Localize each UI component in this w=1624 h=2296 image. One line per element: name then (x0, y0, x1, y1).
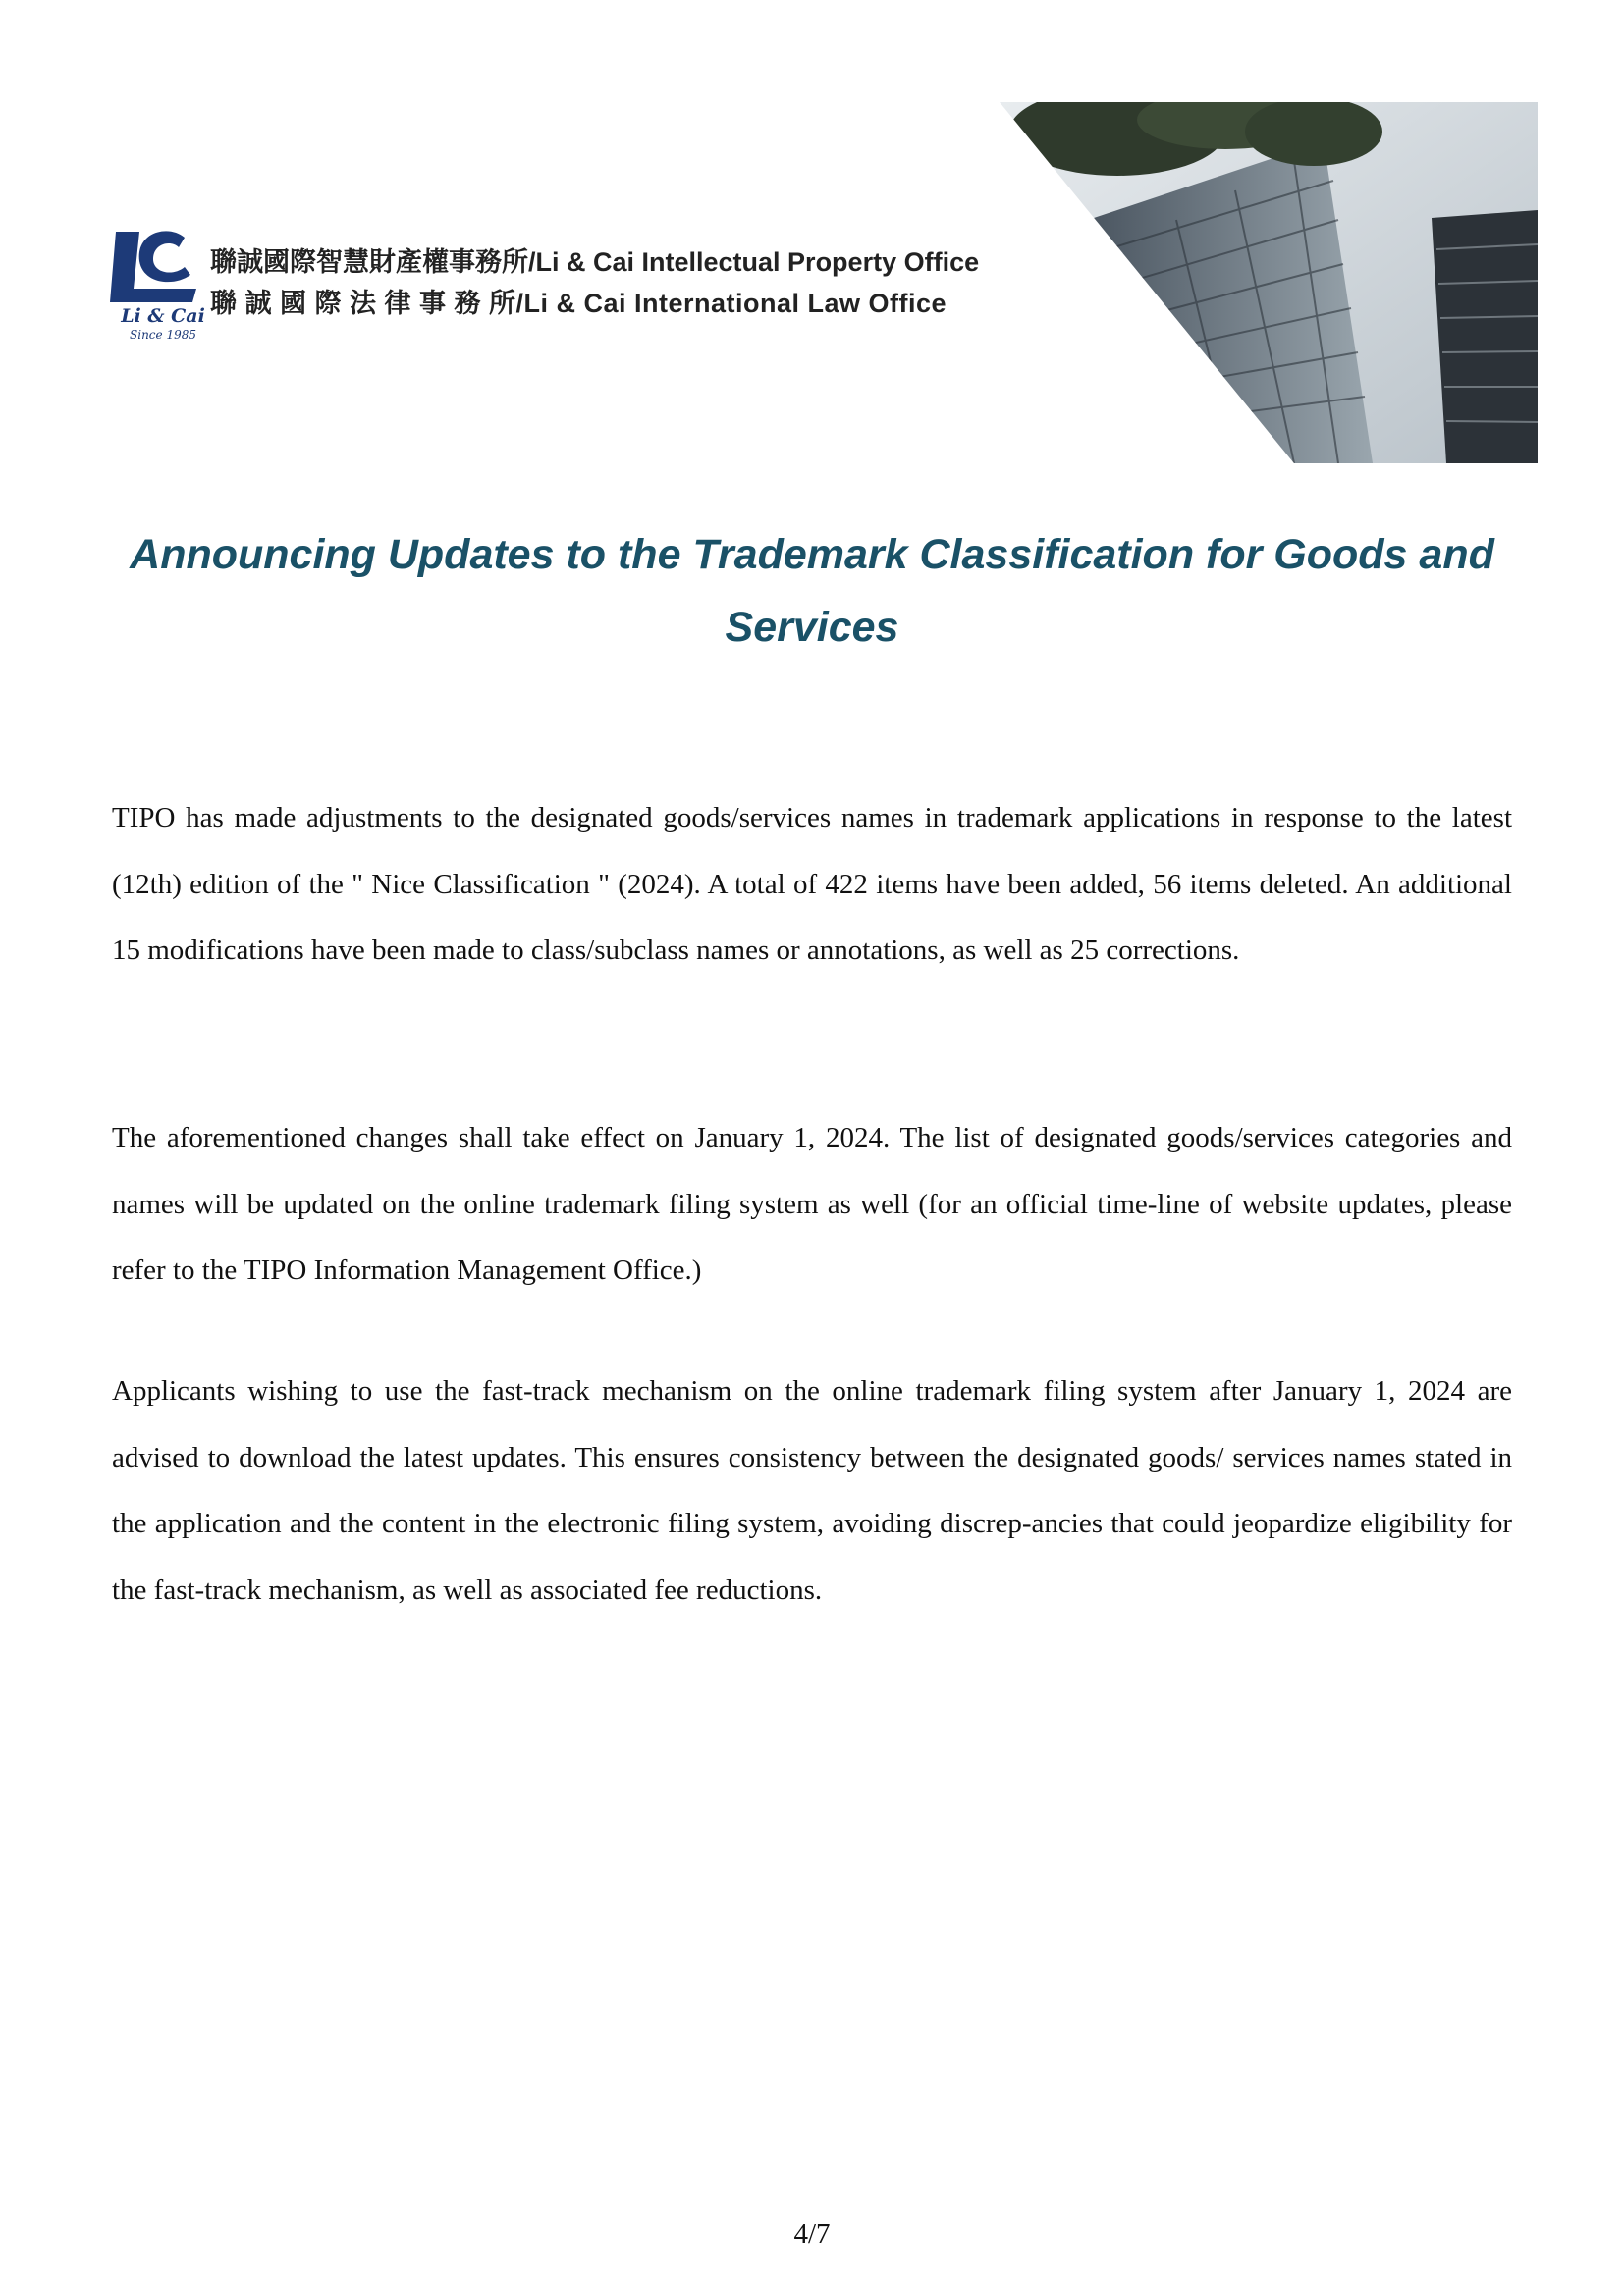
paragraph-1: TIPO has made adjustments to the designated goods/services names in trademark applications in response to the latest (12th) edition of the " Nice Classification " (2024). A total of 422 items have been added, 56 items deleted. An additional 15 modifications have been made to class/subclass names or annotations, as well as 25 corrections. (112, 802, 1512, 966)
firm-logo (106, 224, 204, 351)
building-photo (1000, 102, 1538, 463)
paragraph-2: The aforementioned changes shall take effect on January 1, 2024. The list of designated goods/services categories and names will be updated on the online trademark filing system as well (for an official time-line of website updates, please refer to the TIPO Information Management Office.) (112, 1122, 1512, 1286)
paragraph-3: Applicants wishing to use the fast-track mechanism on the online trademark filing system after January 1, 2024 are advised to download the latest updates. This ensures consistency between the designated goods/ services names stated in the application and the content in the electronic filing system, avoiding discrep-ancies that could jeopardize eligibility for the fast-track mechanism, as well as associated fee reductions. (112, 1375, 1512, 1606)
logo-since: Since 1985 (130, 328, 196, 342)
lc-logo-icon (106, 224, 204, 308)
firm-name-law-office: 聯 誠 國 際 法 律 事 務 所/Li & Cai International Law Office (210, 289, 947, 318)
letterhead (0, 0, 1624, 471)
document-title: Announcing Updates to the Trademark Classification for Goods and Services (130, 531, 1494, 651)
logo-text: Li & Cai (121, 305, 205, 327)
firm-name-ip-office: 聯誠國際智慧財產權事務所/Li & Cai Intellectual Property Office (210, 247, 980, 277)
page-number: 4/7 (793, 2218, 831, 2250)
